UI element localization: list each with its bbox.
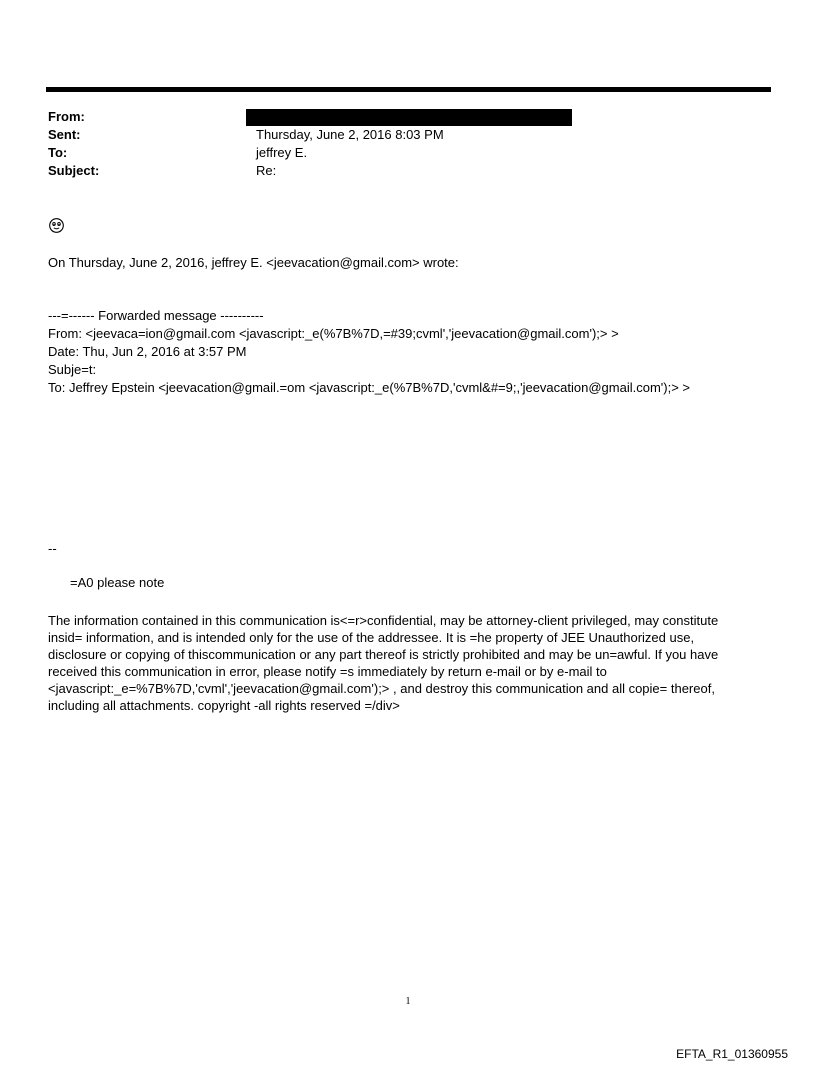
disclaimer-line: <javascript:_e=%7B%7D,'cvml','jeevacation@gmail.com');> , and destroy this communication and all copie= thereof,: [48, 681, 715, 696]
sent-row: [48, 126, 748, 144]
quote-intro: On Thursday, June 2, 2016, jeffrey E. <jeevacation@gmail.com> wrote:: [48, 255, 459, 270]
disclaimer-line: insid= information, and is intended only for the use of the addressee. It is =he property of JEE Unauthorized use,: [48, 630, 695, 645]
signature-dashes: --: [48, 541, 57, 556]
forwarded-subject: Subje=t:: [48, 362, 97, 377]
forwarded-date: Date: Thu, Jun 2, 2016 at 3:57 PM: [48, 344, 247, 359]
slightly-smiling-face-icon: [48, 217, 65, 234]
disclaimer-line: The information contained in this communication is<=r>confidential, may be attorney-client privileged, may constitute: [48, 613, 719, 628]
to-value: jeffrey E.: [256, 145, 308, 160]
subject-value: Re:: [256, 163, 277, 178]
from-row: [48, 108, 748, 126]
from-label: From:: [48, 109, 85, 124]
subject-row: [48, 162, 748, 180]
please-note: =A0 please note: [70, 575, 165, 590]
forwarded-separator: ---=------ Forwarded message ----------: [48, 308, 264, 323]
forwarded-to: To: Jeffrey Epstein <jeevacation@gmail.=om <javascript:_e(%7B%7D,'cvml&#=9;,'jeevacation@gmail.com');> >: [48, 380, 691, 395]
header-rule: [46, 87, 771, 92]
sent-value: Thursday, June 2, 2016 8:03 PM: [256, 127, 444, 142]
disclaimer-line: disclosure or copying of thiscommunication or any part thereof is strictly prohibited and may be un=awful. If you have: [48, 647, 719, 662]
disclaimer-line: including all attachments. copyright -all rights reserved =/div>: [48, 698, 400, 713]
email-header: [48, 108, 748, 180]
to-row: [48, 144, 748, 162]
page-number: 1: [405, 996, 411, 1007]
document-id: EFTA_R1_01360955: [676, 1047, 788, 1061]
redacted-sender: [246, 109, 572, 126]
to-label: To:: [48, 145, 68, 160]
disclaimer-line: received this communication in error, please notify =s immediately by return e-mail or by e-mail to: [48, 664, 607, 679]
subject-label: Subject:: [48, 163, 100, 178]
forwarded-from: From: <jeevaca=ion@gmail.com <javascript:_e(%7B%7D,=#39;cvml','jeevacation@gmail.com');> >: [48, 326, 619, 341]
disclaimer-paragraph: [48, 612, 763, 714]
sent-label: Sent:: [48, 127, 81, 142]
